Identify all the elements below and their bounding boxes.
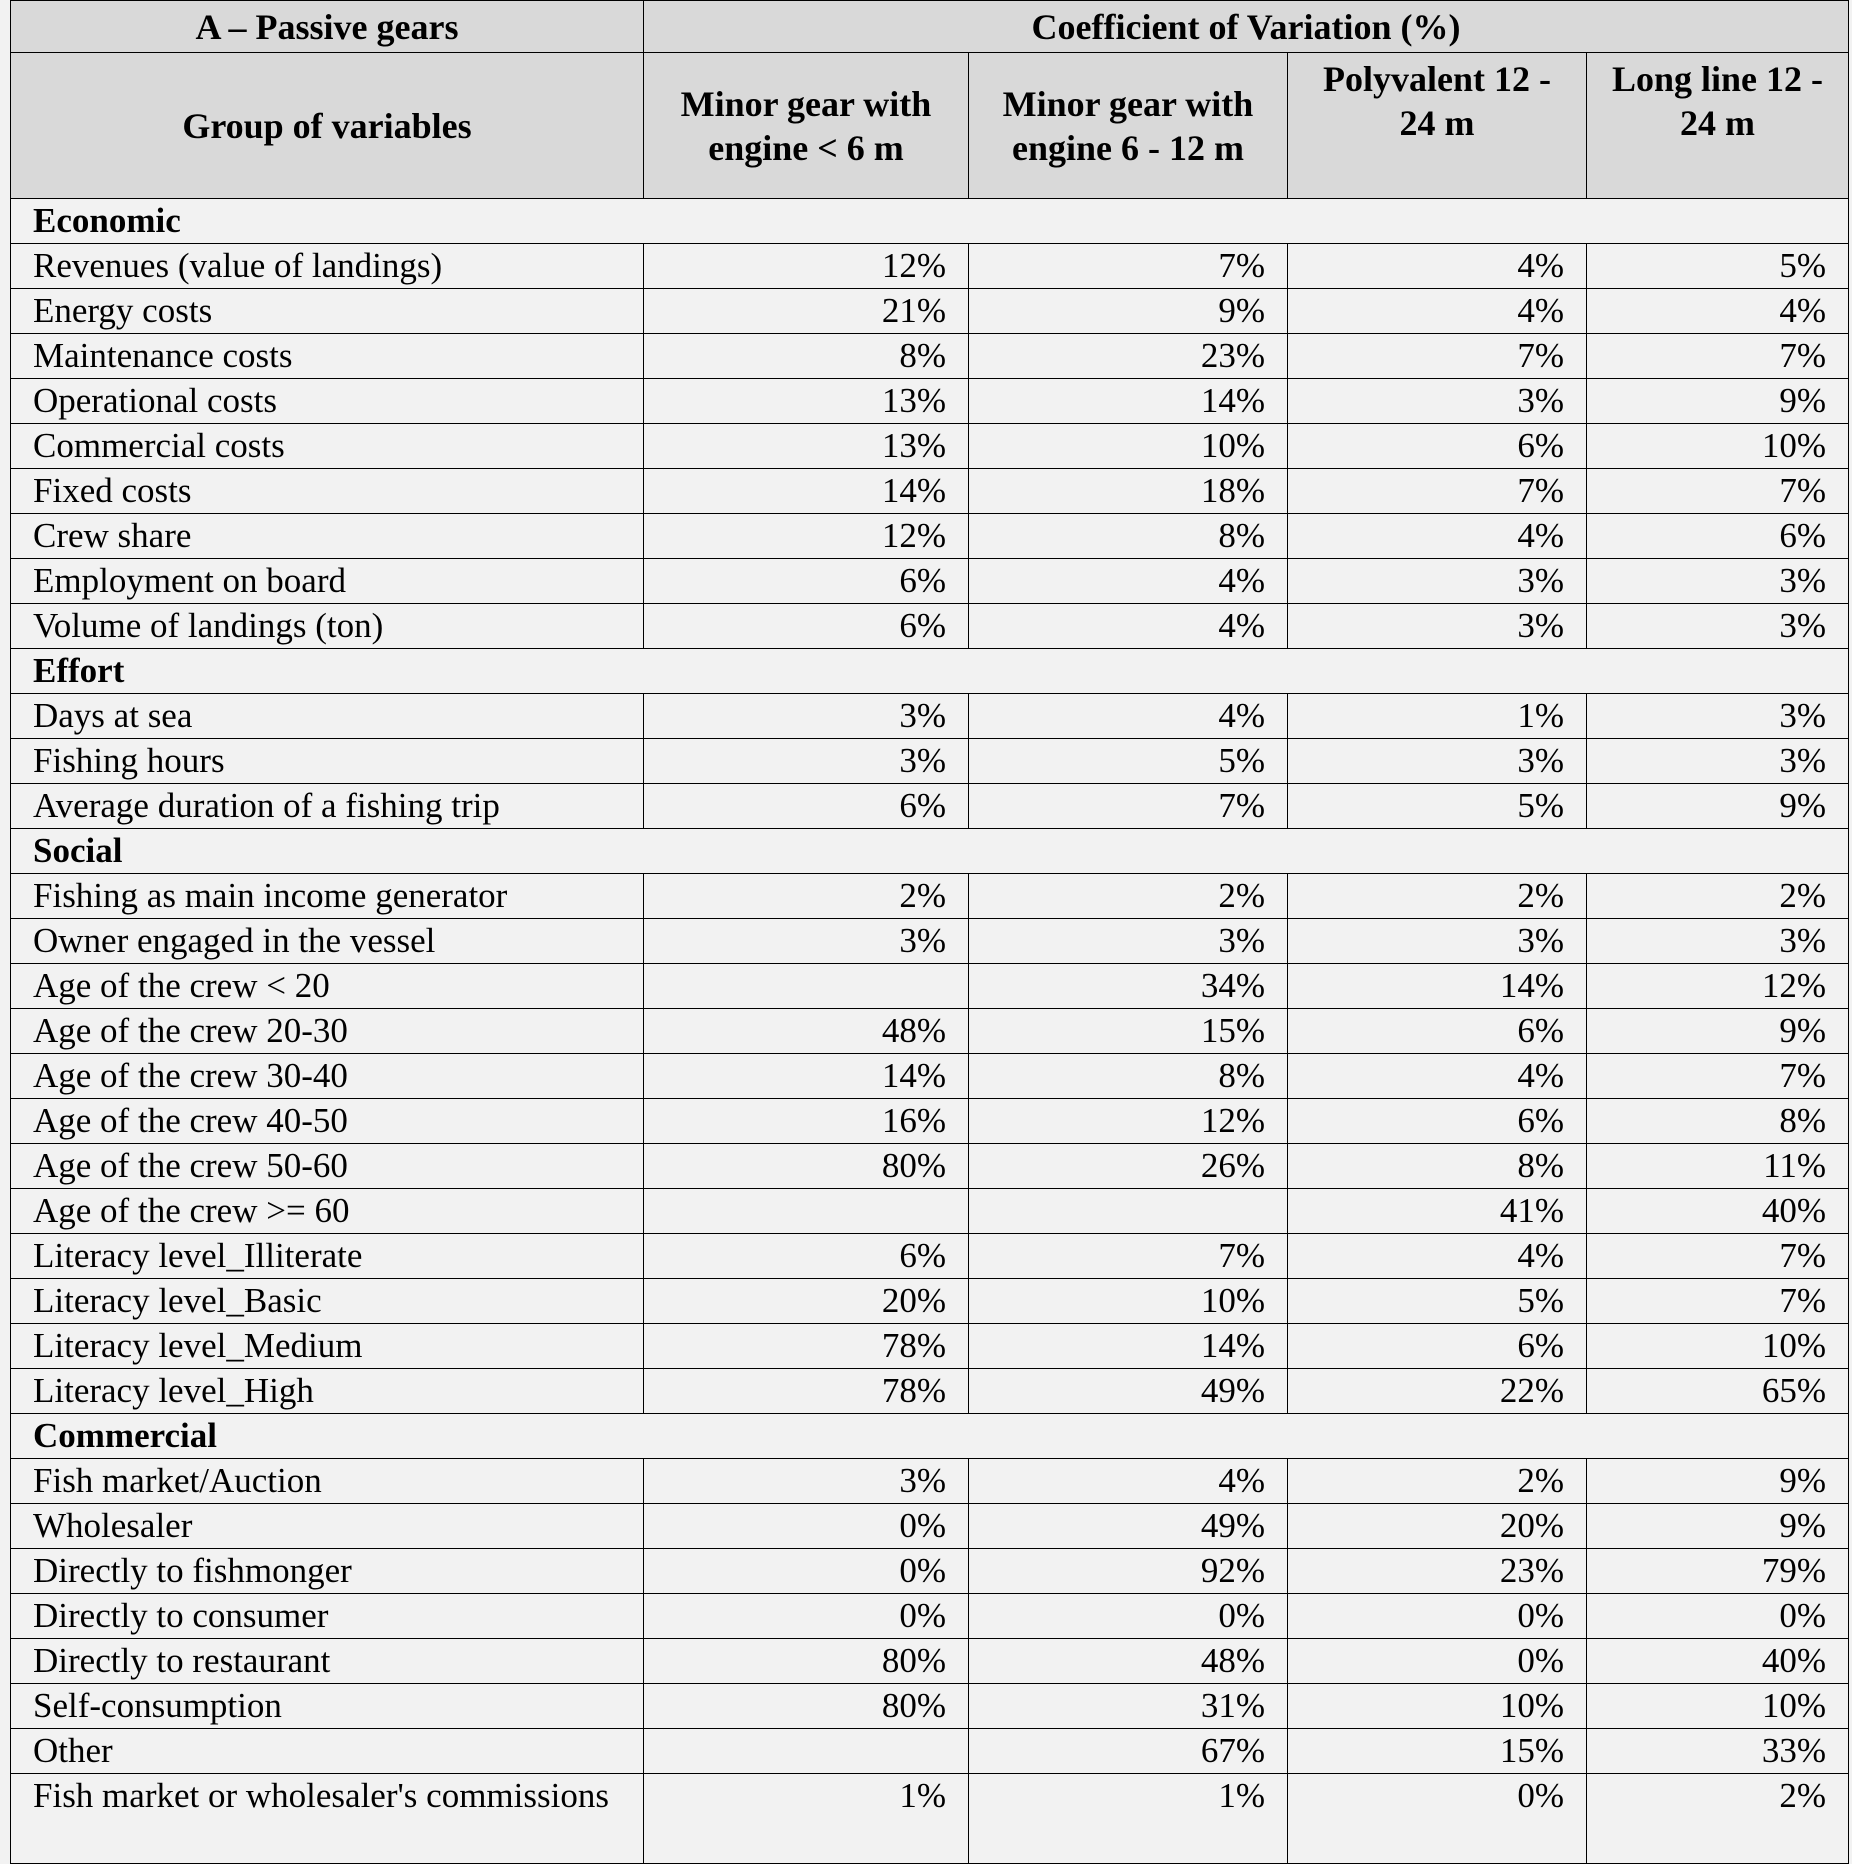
- value-cell: 3%: [644, 694, 969, 739]
- row-label: Directly to restaurant: [11, 1639, 644, 1684]
- value-cell: 10%: [1587, 1684, 1849, 1729]
- value-cell: 10%: [1587, 1324, 1849, 1369]
- value-cell: 9%: [1587, 1009, 1849, 1054]
- row-label: Commercial costs: [11, 424, 644, 469]
- row-label: Directly to consumer: [11, 1594, 644, 1639]
- value-cell: 49%: [969, 1369, 1288, 1414]
- value-cell: 7%: [1587, 1054, 1849, 1099]
- value-cell: 2%: [1587, 874, 1849, 919]
- row-label: Age of the crew 50-60: [11, 1144, 644, 1189]
- group-name: Economic: [11, 199, 644, 244]
- value-cell: 3%: [1587, 559, 1849, 604]
- empty-cell: [1587, 1414, 1849, 1459]
- column-header: Minor gear with engine 6 - 12 m: [969, 53, 1288, 199]
- row-label: Age of the crew 20-30: [11, 1009, 644, 1054]
- value-cell: 40%: [1587, 1189, 1849, 1234]
- value-cell: 8%: [969, 1054, 1288, 1099]
- value-cell: 14%: [644, 469, 969, 514]
- table-row: [11, 1459, 1849, 1504]
- table-row: [11, 1234, 1849, 1279]
- value-cell: 9%: [1587, 1504, 1849, 1549]
- table-row: [11, 604, 1849, 649]
- value-cell: 78%: [644, 1369, 969, 1414]
- value-cell: 10%: [1587, 424, 1849, 469]
- value-cell: 3%: [1288, 604, 1587, 649]
- table-body: [11, 199, 1849, 1864]
- value-cell: 7%: [969, 244, 1288, 289]
- value-cell: 7%: [1288, 334, 1587, 379]
- row-label: Wholesaler: [11, 1504, 644, 1549]
- table-row: [11, 1369, 1849, 1414]
- row-label: Directly to fishmonger: [11, 1549, 644, 1594]
- value-cell: 6%: [644, 1234, 969, 1279]
- value-cell: 13%: [644, 379, 969, 424]
- value-cell: 33%: [1587, 1729, 1849, 1774]
- value-cell: 15%: [1288, 1729, 1587, 1774]
- value-cell: 14%: [969, 379, 1288, 424]
- table-row: [11, 1504, 1849, 1549]
- row-label: Other: [11, 1729, 644, 1774]
- value-cell: 7%: [1288, 469, 1587, 514]
- value-cell: [644, 964, 969, 1009]
- value-cell: 7%: [969, 1234, 1288, 1279]
- row-label: Maintenance costs: [11, 334, 644, 379]
- value-cell: 4%: [969, 1459, 1288, 1504]
- value-cell: 4%: [1288, 1054, 1587, 1099]
- value-cell: 2%: [1288, 874, 1587, 919]
- value-cell: 23%: [1288, 1549, 1587, 1594]
- table-row: [11, 1009, 1849, 1054]
- group-header-row: [11, 829, 1849, 874]
- value-cell: 6%: [644, 604, 969, 649]
- column-header: Long line 12 - 24 m: [1587, 53, 1849, 199]
- value-cell: 3%: [1288, 559, 1587, 604]
- table-row: [11, 514, 1849, 559]
- value-cell: 5%: [1288, 1279, 1587, 1324]
- value-cell: 80%: [644, 1684, 969, 1729]
- value-cell: 23%: [969, 334, 1288, 379]
- row-label: Average duration of a fishing trip: [11, 784, 644, 829]
- value-cell: 3%: [644, 919, 969, 964]
- table-row: [11, 1099, 1849, 1144]
- row-label: Self-consumption: [11, 1684, 644, 1729]
- value-cell: 0%: [644, 1549, 969, 1594]
- table-row: [11, 694, 1849, 739]
- row-label: Literacy level_Basic: [11, 1279, 644, 1324]
- row-label: Age of the crew 30-40: [11, 1054, 644, 1099]
- table-row: [11, 469, 1849, 514]
- table-row: [11, 1144, 1849, 1189]
- super-header-row: [11, 1, 1849, 53]
- value-cell: 0%: [644, 1504, 969, 1549]
- row-label: Volume of landings (ton): [11, 604, 644, 649]
- table-row: [11, 1324, 1849, 1369]
- value-cell: 3%: [1288, 379, 1587, 424]
- value-cell: 3%: [969, 919, 1288, 964]
- row-label: Age of the crew < 20: [11, 964, 644, 1009]
- row-label: Literacy level_Medium: [11, 1324, 644, 1369]
- value-cell: 6%: [644, 784, 969, 829]
- empty-cell: [644, 829, 969, 874]
- value-cell: 14%: [969, 1324, 1288, 1369]
- value-cell: 5%: [1288, 784, 1587, 829]
- value-cell: 78%: [644, 1324, 969, 1369]
- value-cell: 12%: [644, 514, 969, 559]
- group-header-row: [11, 199, 1849, 244]
- value-cell: 0%: [644, 1594, 969, 1639]
- value-cell: 6%: [1288, 1099, 1587, 1144]
- value-cell: 13%: [644, 424, 969, 469]
- value-cell: 3%: [644, 1459, 969, 1504]
- table-row: [11, 379, 1849, 424]
- value-cell: 11%: [1587, 1144, 1849, 1189]
- row-label: Crew share: [11, 514, 644, 559]
- row-label: Employment on board: [11, 559, 644, 604]
- row-label: Fixed costs: [11, 469, 644, 514]
- coefficient-of-variation-table: [10, 0, 1849, 1864]
- row-label: Energy costs: [11, 289, 644, 334]
- row-label: Owner engaged in the vessel: [11, 919, 644, 964]
- value-cell: 2%: [1587, 1774, 1849, 1864]
- table-row: [11, 1774, 1849, 1864]
- value-cell: 2%: [1288, 1459, 1587, 1504]
- empty-cell: [969, 649, 1288, 694]
- table-row: [11, 739, 1849, 784]
- value-cell: 4%: [1288, 514, 1587, 559]
- empty-cell: [969, 829, 1288, 874]
- column-header-row: [11, 53, 1849, 199]
- value-cell: 7%: [969, 784, 1288, 829]
- value-cell: 8%: [1587, 1099, 1849, 1144]
- value-cell: 7%: [1587, 1279, 1849, 1324]
- value-cell: 26%: [969, 1144, 1288, 1189]
- value-cell: 4%: [969, 694, 1288, 739]
- value-cell: 10%: [969, 424, 1288, 469]
- value-cell: 0%: [1288, 1639, 1587, 1684]
- value-cell: 0%: [1288, 1774, 1587, 1864]
- value-cell: 3%: [1587, 739, 1849, 784]
- value-cell: 3%: [1587, 919, 1849, 964]
- empty-cell: [644, 199, 969, 244]
- table-row: [11, 559, 1849, 604]
- value-cell: 9%: [1587, 784, 1849, 829]
- row-label: Revenues (value of landings): [11, 244, 644, 289]
- table-title: A – Passive gears: [11, 1, 644, 53]
- value-cell: [644, 1189, 969, 1234]
- value-cell: [969, 1189, 1288, 1234]
- value-cell: 4%: [1587, 289, 1849, 334]
- value-cell: 12%: [1587, 964, 1849, 1009]
- value-cell: 1%: [1288, 694, 1587, 739]
- value-cell: 1%: [644, 1774, 969, 1864]
- group-name: Commercial: [11, 1414, 644, 1459]
- column-header: Polyvalent 12 - 24 m: [1288, 53, 1587, 199]
- value-cell: 12%: [644, 244, 969, 289]
- value-cell: 7%: [1587, 334, 1849, 379]
- value-cell: 3%: [1587, 604, 1849, 649]
- row-label: Age of the crew >= 60: [11, 1189, 644, 1234]
- value-cell: 7%: [1587, 1234, 1849, 1279]
- empty-cell: [1587, 199, 1849, 244]
- table-row: [11, 334, 1849, 379]
- value-cell: 7%: [1587, 469, 1849, 514]
- value-cell: 2%: [969, 874, 1288, 919]
- table-row: [11, 964, 1849, 1009]
- table-row: [11, 874, 1849, 919]
- empty-cell: [1587, 649, 1849, 694]
- value-cell: 3%: [1587, 694, 1849, 739]
- table-row: [11, 1549, 1849, 1594]
- value-cell: 34%: [969, 964, 1288, 1009]
- row-label: Fishing hours: [11, 739, 644, 784]
- value-cell: 8%: [1288, 1144, 1587, 1189]
- value-cell: 8%: [969, 514, 1288, 559]
- value-cell: 9%: [1587, 1459, 1849, 1504]
- row-label: Fish market or wholesaler's commissions: [11, 1774, 644, 1864]
- column-header: Minor gear with engine < 6 m: [644, 53, 969, 199]
- value-cell: 6%: [1587, 514, 1849, 559]
- empty-cell: [1288, 199, 1587, 244]
- value-cell: [644, 1729, 969, 1774]
- row-label: Literacy level_High: [11, 1369, 644, 1414]
- value-cell: 3%: [1288, 739, 1587, 784]
- super-header: Coefficient of Variation (%): [644, 1, 1849, 53]
- value-cell: 49%: [969, 1504, 1288, 1549]
- table-row: [11, 784, 1849, 829]
- table-row: [11, 1594, 1849, 1639]
- row-label: Fishing as main income generator: [11, 874, 644, 919]
- empty-cell: [1587, 829, 1849, 874]
- value-cell: 80%: [644, 1639, 969, 1684]
- value-cell: 48%: [644, 1009, 969, 1054]
- value-cell: 92%: [969, 1549, 1288, 1594]
- row-label: Days at sea: [11, 694, 644, 739]
- value-cell: 9%: [1587, 379, 1849, 424]
- value-cell: 4%: [1288, 289, 1587, 334]
- value-cell: 79%: [1587, 1549, 1849, 1594]
- value-cell: 3%: [1288, 919, 1587, 964]
- group-header-row: [11, 649, 1849, 694]
- table-row: [11, 244, 1849, 289]
- value-cell: 40%: [1587, 1639, 1849, 1684]
- value-cell: 4%: [969, 604, 1288, 649]
- empty-cell: [644, 1414, 969, 1459]
- table-row: [11, 1189, 1849, 1234]
- table-row: [11, 919, 1849, 964]
- value-cell: 65%: [1587, 1369, 1849, 1414]
- row-label: Fish market/Auction: [11, 1459, 644, 1504]
- value-cell: 22%: [1288, 1369, 1587, 1414]
- table-row: [11, 1054, 1849, 1099]
- value-cell: 20%: [644, 1279, 969, 1324]
- value-cell: 14%: [1288, 964, 1587, 1009]
- value-cell: 67%: [969, 1729, 1288, 1774]
- value-cell: 10%: [969, 1279, 1288, 1324]
- group-name: Effort: [11, 649, 644, 694]
- value-cell: 80%: [644, 1144, 969, 1189]
- table-row: [11, 1729, 1849, 1774]
- empty-cell: [969, 199, 1288, 244]
- table-row: [11, 1684, 1849, 1729]
- empty-cell: [1288, 1414, 1587, 1459]
- empty-cell: [1288, 829, 1587, 874]
- value-cell: 0%: [1587, 1594, 1849, 1639]
- value-cell: 5%: [1587, 244, 1849, 289]
- value-cell: 1%: [969, 1774, 1288, 1864]
- value-cell: 10%: [1288, 1684, 1587, 1729]
- value-cell: 4%: [1288, 244, 1587, 289]
- value-cell: 14%: [644, 1054, 969, 1099]
- value-cell: 8%: [644, 334, 969, 379]
- value-cell: 4%: [969, 559, 1288, 604]
- value-cell: 18%: [969, 469, 1288, 514]
- value-cell: 15%: [969, 1009, 1288, 1054]
- column-header: Group of variables: [11, 53, 644, 199]
- value-cell: 6%: [1288, 1009, 1587, 1054]
- table-row: [11, 289, 1849, 334]
- value-cell: 5%: [969, 739, 1288, 784]
- value-cell: 9%: [969, 289, 1288, 334]
- empty-cell: [969, 1414, 1288, 1459]
- value-cell: 0%: [1288, 1594, 1587, 1639]
- value-cell: 4%: [1288, 1234, 1587, 1279]
- value-cell: 6%: [1288, 1324, 1587, 1369]
- group-name: Social: [11, 829, 644, 874]
- value-cell: 0%: [969, 1594, 1288, 1639]
- empty-cell: [644, 649, 969, 694]
- row-label: Literacy level_Illiterate: [11, 1234, 644, 1279]
- value-cell: 21%: [644, 289, 969, 334]
- value-cell: 12%: [969, 1099, 1288, 1144]
- value-cell: 6%: [644, 559, 969, 604]
- row-label: Operational costs: [11, 379, 644, 424]
- value-cell: 41%: [1288, 1189, 1587, 1234]
- value-cell: 20%: [1288, 1504, 1587, 1549]
- value-cell: 31%: [969, 1684, 1288, 1729]
- table-row: [11, 1639, 1849, 1684]
- value-cell: 6%: [1288, 424, 1587, 469]
- value-cell: 16%: [644, 1099, 969, 1144]
- table-row: [11, 424, 1849, 469]
- row-label: Age of the crew 40-50: [11, 1099, 644, 1144]
- value-cell: 48%: [969, 1639, 1288, 1684]
- table-row: [11, 1279, 1849, 1324]
- value-cell: 3%: [644, 739, 969, 784]
- empty-cell: [1288, 649, 1587, 694]
- group-header-row: [11, 1414, 1849, 1459]
- value-cell: 2%: [644, 874, 969, 919]
